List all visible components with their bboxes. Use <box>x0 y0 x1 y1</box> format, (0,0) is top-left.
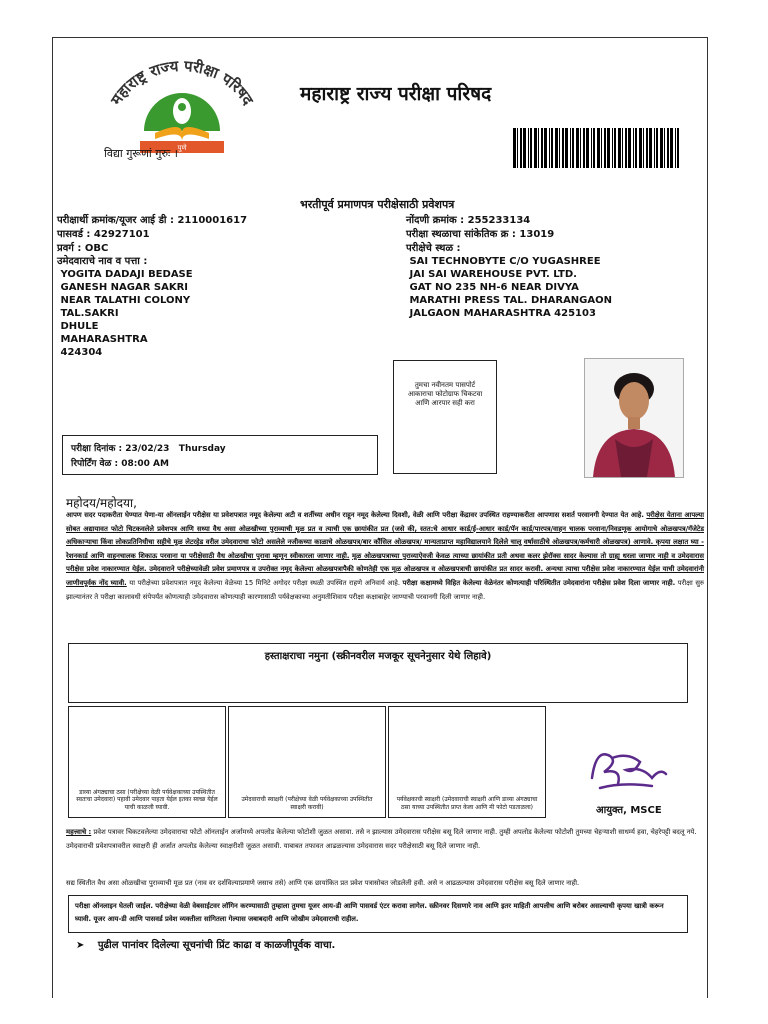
barcode-bar <box>670 128 673 168</box>
barcode-bar <box>538 128 539 168</box>
supervisor-signature-label: पर्यवेक्षकाची स्वाक्षरी (उमेदवाराची स्वाक्षरी आणि डाव्या अंगठ्याचा ठसा याच्या उपस्थितीत प्राप्त केला आणि मी फोटो पडताळला) <box>396 796 538 811</box>
barcode-bar <box>555 128 558 168</box>
barcode-bar <box>591 128 592 168</box>
barcode-bar <box>667 128 669 168</box>
online-exam-warning: परीक्षा ऑनलाइन घेतली जाईल. परीक्षेच्या वेळी वेबसाईटवर लॉगिन करण्यासाठी तुम्हाला तुमचा यूजर आय-डी आणि पासवर्ड एंटर करावा लागेल. स्क्रीनवर दिसणारे नाव आणि इतर माहिती आपलीच आणि बरोबर असल्याची कृपया खात्री करून घ्यावी. यूजर आय-डी आणि पासवर्ड प्रवेश व्यक्तीला सांगितला गेल्यास जबाबदारी आणि जोखीम उमेदवाराची राहील. <box>68 895 688 933</box>
barcode-bar <box>643 128 644 168</box>
document-title: भरतीपूर्व प्रमाणपत्र परीक्षेसाठी प्रवेशपत्र <box>300 198 455 211</box>
barcode-bar <box>628 128 631 168</box>
barcode-bar <box>517 128 518 168</box>
instruction-1: आपण सदर पदाकरीता घेण्यात येणा-या ऑनलाईन परीक्षेस या प्रवेशपत्रात नमूद केलेल्या अटी व शर्तीच्या अधीन राहून नमूद केलेल्या दिवशी, वेळी आणि परीक्षा केंद्रावर उपस्थित राहण्याकरीता आपणास सशर्त परवानगी देण्यात येत आहे. <box>66 511 644 519</box>
important-label: महत्त्वाचे : <box>66 828 92 836</box>
barcode-bar <box>576 128 579 168</box>
photo-instruction-text: तुमचा नवीनतम पासपोर्ट आकाराचा फोटोग्राफ चिकटवा आणि आरपार सही करा <box>407 381 483 407</box>
arrow-right-icon: ➤ <box>76 940 85 951</box>
barcode-bar <box>580 128 581 168</box>
password: पासवर्ड : 42927101 <box>57 229 150 240</box>
centre-code: परीक्षा स्थळाचा सांकेतिक क्र : 13019 <box>406 229 555 240</box>
barcode-bar <box>551 128 553 168</box>
centre-address: SAI TECHNOBYTE C/O YUGASHREE JAI SAI WAREHOUSE PVT. LTD. GAT NO 235 NH-6 NEAR DIVYA MARATHI PRESS TAL. DHARANGAON JALGAON MAHARASHTRA 425103 <box>409 256 612 319</box>
barcode-bar <box>565 128 568 168</box>
barcode-bar <box>593 128 595 168</box>
instruction-3: मूळ ओळखपत्राच्या पुराव्याऐवजी केवळ त्याच्या छायांकीत प्रती अथवा कलर झेरॉक्स सादर केल्यास तो ग्राह्य धरला जाणार नाही व उमेदवारास परीक्षेस प्रवेश नाकारण्यात येईल. उमेदवाराने परीक्षेच्यावेळी प्रवेश प्रमाणपत्र व उपरोक्त नमूद केलेल्या ओळखपत्रापैकी कोणतेही एक मूळ ओळखपत्र व ओळखपत्राची छायांकीत प्रत सादर करावी. अन्यथा त्याचा परीक्षेस प्रवेश नाकारण्यात येईल याची उमेदवारांनी जाणीवपूर्वक नोंद घ्यावी. <box>66 551 704 587</box>
barcode-bar <box>660 128 663 168</box>
barcode-bar <box>618 128 621 168</box>
barcode-bar <box>549 128 550 168</box>
svg-text:पुणे: पुणे <box>177 144 187 152</box>
important-text: प्रवेश पत्रावर चिकटवलेल्या उमेदवाराचा फोटो ऑनलाईन अर्जामध्ये अपलोड केलेल्या फोटोशी जुळत असावा. तसे न झाल्यास उमेदवारास परीक्षेस बसू दिले जाणार नाही. तुम्ही अपलोड केलेल्या फोटोशी तुमच्या चेहऱ्याशी साधर्म्य हवा, चेहरेपट्टी बदलू नये. उमेदवाराची प्रवेशपत्रावरील स्वाक्षरी ही अर्जात अपलोड केलेल्या स्वाक्षरीशी जुळत असावी. याबाबत तफावत आढळल्यास उमेदवारास सदर परीक्षेसाठी बसू दिले जाणार नाही. <box>66 828 697 850</box>
registration-number: नोंदणी क्रमांक : 255233134 <box>406 215 531 226</box>
photo-instruction-box <box>393 360 497 474</box>
candidate-signature-box <box>228 706 386 818</box>
barcode-bar <box>646 128 648 168</box>
logo-motto: विद्या गुरूणां गुरुः । <box>104 147 178 160</box>
instructions-paragraph <box>66 509 704 604</box>
category: प्रवर्ग : OBC <box>57 243 109 254</box>
barcode-bar <box>523 128 526 168</box>
thumb-impression-label: डाव्या अंगठ्याचा ठसा (परीक्षेच्या वेळी पर्यवेक्षकाच्या उपस्थितीत स्वतःचा उमेदवारा) पहावी उमेदवार पाहता येईल इतका स्वच्छ येईल याची काळजी घ्यावी. <box>76 788 218 811</box>
barcode-bar <box>614 128 616 168</box>
barcode-bar <box>654 128 655 168</box>
candidate-signature-label: उमेदवाराची स्वाक्षरी (परीक्षेच्या वेळी पर्यवेक्षकाच्या उपस्थितीत स्वाक्षरी करावी) <box>241 796 373 811</box>
barcode-bar <box>612 128 613 168</box>
signature-sample-title: हस्ताक्षराचा नमुना (स्क्रीनवरील मजकूर सूचनेनुसार येथे लिहावे) <box>264 651 492 662</box>
barcode-bar <box>656 128 658 168</box>
instruction-6: परीक्षा सुरु झाल्यानंतर ते परीक्षा कालावधी संपेपर्यंत कोणत्याही उमेदवारास कोणत्याही कारणासाठी पर्यवेक्षकाच्या अनुमतीशिवाय परीक्षा कक्षाबाहेर जाण्याची परवानगी दिली जाणार नाही. <box>66 578 704 601</box>
barcode-bar <box>544 128 547 168</box>
barcode-bar <box>534 128 537 168</box>
barcode <box>513 128 683 168</box>
id-proof-note: सद्य स्थितीत वैध असा ओळखीचा पुराव्याची मूळ प्रत (नाव वर दर्शविल्याप्रमाणे जसाच तसे) आणि एक छायांकित प्रत प्रवेश पत्रासोबत जोडलेली हवी. असे न आढळल्यास उमेदवारास परीक्षेस बसू दिले जाणार नाही. <box>66 879 580 887</box>
barcode-bar <box>633 128 634 168</box>
candidate-name-address: YOGITA DADAJI BEDASE GANESH NAGAR SAKRI NEAR TALATHI COLONY TAL.SAKRI DHULE MAHARASHTRA 424304 <box>60 269 193 358</box>
barcode-bar <box>677 128 679 168</box>
commissioner-signature <box>582 738 672 800</box>
barcode-bar <box>607 128 610 168</box>
roll-number: परीक्षार्थी क्रमांक/यूजर आई डी : 2110001617 <box>57 215 248 226</box>
barcode-bar <box>649 128 652 168</box>
barcode-bar <box>583 128 585 168</box>
name-address-label: उमेदवाराचे नाव व पत्ता : <box>57 256 148 267</box>
supervisor-signature-box <box>388 706 546 818</box>
centre-label: परीक्षेचे स्थळ : <box>406 243 461 254</box>
instruction-2: परीक्षेस येताना आपल्या सोबत अद्यायावत फोटो चिटकवलेले प्रवेशपत्र आणि सध्या वैध असा ओळखीच्या पुराव्याची मूळ प्रत व त्याची एक छायांकीत प्रत (जसे की, स्तत:चे आधार कार्ड/ई-आधार कार्ड/पॅन कार्ड/पारपत्र/वाहन चालक परवाना/निवडणूक आयोगाचे ओळखपत्र/गॅजेटेड अधिकाऱ्याचा किंवा लोकप्रतिनिधीचा सहीचे मूळ लेटरहेड वरील उमेदवाराचा फोटो असलेले नजीकच्या काळाचे ओळखपत्र/बार कौंसिल ओळखपत्र/ मान्यताप्राप्त महाविद्यालयाने दिलेले चालू वर्षासाठीचे ओळखपत्र/कर्मचारी ओळखपत्र) आणावे. कृपया लक्षात घ्या - रेशनकार्ड आणि वाहनचालक शिकाऊ परवाना या परीक्षेसाठी वैध ओळखीचा पुरावा म्हणून स्वीकारला जाणार नाही. <box>66 511 704 560</box>
footer-text: पुढील पानांवर दिलेल्या सूचनांची प्रिंट काढा व काळजीपूर्वक वाचा. <box>97 940 336 951</box>
salutation: महोदय/महोदया, <box>66 496 137 510</box>
barcode-bar <box>597 128 600 168</box>
barcode-bar <box>625 128 627 168</box>
barcode-bar <box>601 128 602 168</box>
important-note <box>66 826 704 853</box>
barcode-bar <box>675 128 676 168</box>
candidate-photo <box>584 358 684 478</box>
barcode-bar <box>520 128 522 168</box>
barcode-bar <box>572 128 574 168</box>
barcode-bar <box>528 128 529 168</box>
barcode-bar <box>513 128 516 168</box>
barcode-bar <box>586 128 589 168</box>
council-title: महाराष्ट्र राज्य परीक्षा परिषद <box>300 83 492 105</box>
barcode-bar <box>622 128 623 168</box>
footer-instruction <box>76 937 335 951</box>
exam-date: परीक्षा दिनांक : 23/02/23 Thursday <box>71 444 226 454</box>
svg-text:महाराष्ट्र राज्य परीक्षा परिषद: महाराष्ट्र राज्य परीक्षा परिषद <box>107 56 258 109</box>
barcode-bar <box>570 128 571 168</box>
barcode-bar <box>639 128 642 168</box>
commissioner-title: आयुक्त, MSCE <box>596 805 662 816</box>
exam-schedule-box <box>62 435 378 475</box>
thumb-impression-box <box>68 706 226 818</box>
barcode-bar <box>562 128 564 168</box>
barcode-bar <box>559 128 560 168</box>
barcode-bar <box>604 128 606 168</box>
barcode-bar <box>530 128 532 168</box>
instruction-4: या परीक्षेच्या प्रवेशपत्रात नमूद केलेल्या वेळेच्या 15 मिनिटे अगोदर परीक्षा स्थळी उपस्थित राहणे अनिवार्य आहे. <box>129 578 400 587</box>
reporting-time: रिपोर्टिंग वेळ : 08:00 AM <box>71 459 169 469</box>
barcode-bar <box>635 128 637 168</box>
barcode-bar <box>664 128 665 168</box>
barcode-bar <box>541 128 543 168</box>
instruction-5: परीक्षा कक्षामध्ये विहित केलेल्या वेळेनंतर कोणत्याही परिस्थितीत उमेदवारांना परीक्षेस प्रवेश दिला जाणार नाही. <box>402 578 676 587</box>
